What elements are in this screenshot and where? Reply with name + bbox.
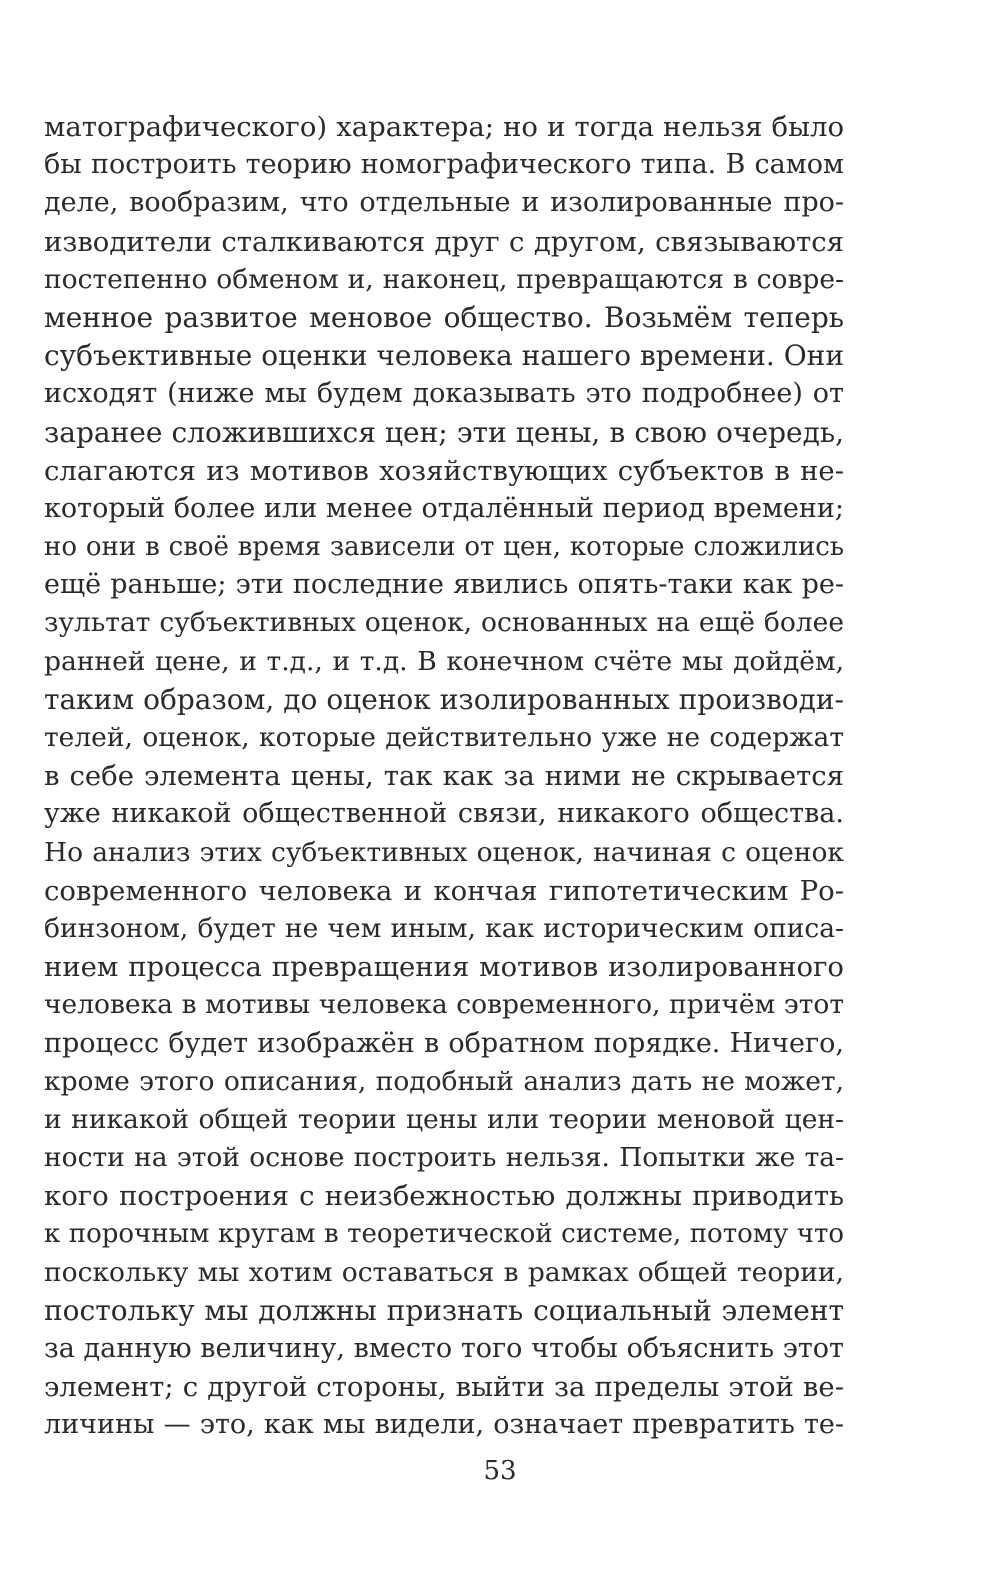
text-line: бинзоном, будет не чем иным, как историческим описа- — [44, 912, 844, 944]
text-line: телей, оценок, которые действительно уже не содержат — [44, 722, 844, 753]
text-line: таким образом, до оценок изолированных производи- — [44, 682, 844, 716]
text-line: кого построения с неизбежностью должны приводить — [44, 1180, 844, 1213]
text-line: современного человека и кончая гипотетическим Ро- — [44, 874, 844, 907]
text-line: нием процесса превращения мотивов изолированного — [44, 951, 844, 984]
text-line: менное развитое меновое общество. Возьмём теперь — [44, 300, 844, 334]
text-line: исходят (ниже мы будем доказывать это подробнее) от — [44, 378, 844, 410]
text-line: но они в своё время зависели от цен, которые сложились — [44, 532, 844, 563]
text-line: в себе элемента цены, так как за ними не скрывается — [44, 760, 844, 793]
text-line: и никакой общей теории цены или теории меновой цен- — [44, 1103, 844, 1135]
text-line: поскольку мы хотим оставаться в рамках общей теории, — [44, 1256, 844, 1288]
text-line: субъективные оценки человека нашего времени. Они — [44, 339, 844, 373]
text-line: бы построить теорию номографического типа. В самом — [44, 149, 844, 181]
text-line: заранее сложившихся цен; эти цены, в свою очередь, — [44, 415, 844, 449]
text-line: деле, вообразим, что отдельные и изолированные про- — [44, 187, 844, 219]
text-line: за данную величину, вместо того чтобы объяснить этот — [44, 1333, 844, 1364]
text-line: Но анализ этих субъективных оценок, начиная с оценок — [44, 836, 844, 868]
text-line: который более или менее отдалённый период времени; — [44, 492, 844, 524]
page-number: 53 — [483, 1456, 517, 1486]
text-line: слагаются из мотивов хозяйствующих субъектов в не- — [44, 454, 844, 487]
text-line: постольку мы должны признать социальный элемент — [44, 1293, 844, 1327]
text-line: процесс будет изображён в обратном порядке. Ничего, — [44, 1027, 844, 1059]
text-line: зультат субъективных оценок, основанных на ещё более — [44, 607, 844, 639]
text-line: личины — это, как мы видели, означает превратить те- — [44, 1409, 844, 1441]
text-line: матографического) характера; но и тогда нельзя было — [44, 111, 844, 143]
body-text — [44, 108, 844, 1445]
text-line: ности на этой основе построить нельзя. Попытки же та- — [44, 1142, 844, 1174]
text-line: кроме этого описания, подобный анализ дать не может, — [44, 1065, 844, 1097]
text-line: ещё раньше; эти последние явились опять-таки как ре- — [44, 569, 844, 601]
text-line: ранней цене, и т.д., и т.д. В конечном счёте мы дойдём, — [44, 645, 844, 677]
text-line: элемент; с другой стороны, выйти за пределы этой ве- — [44, 1371, 844, 1404]
text-line: уже никакой общественной связи, никакого общества. — [44, 798, 844, 830]
text-line: постепенно обменом и, наконец, превращаются в совре- — [44, 263, 844, 295]
text-line: к порочным кругам в теоретической системе, потому что — [44, 1219, 844, 1250]
text-line: человека в мотивы человека современного, причём этот — [44, 989, 844, 1021]
text-line: изводители сталкиваются друг с другом, связываются — [44, 225, 844, 258]
